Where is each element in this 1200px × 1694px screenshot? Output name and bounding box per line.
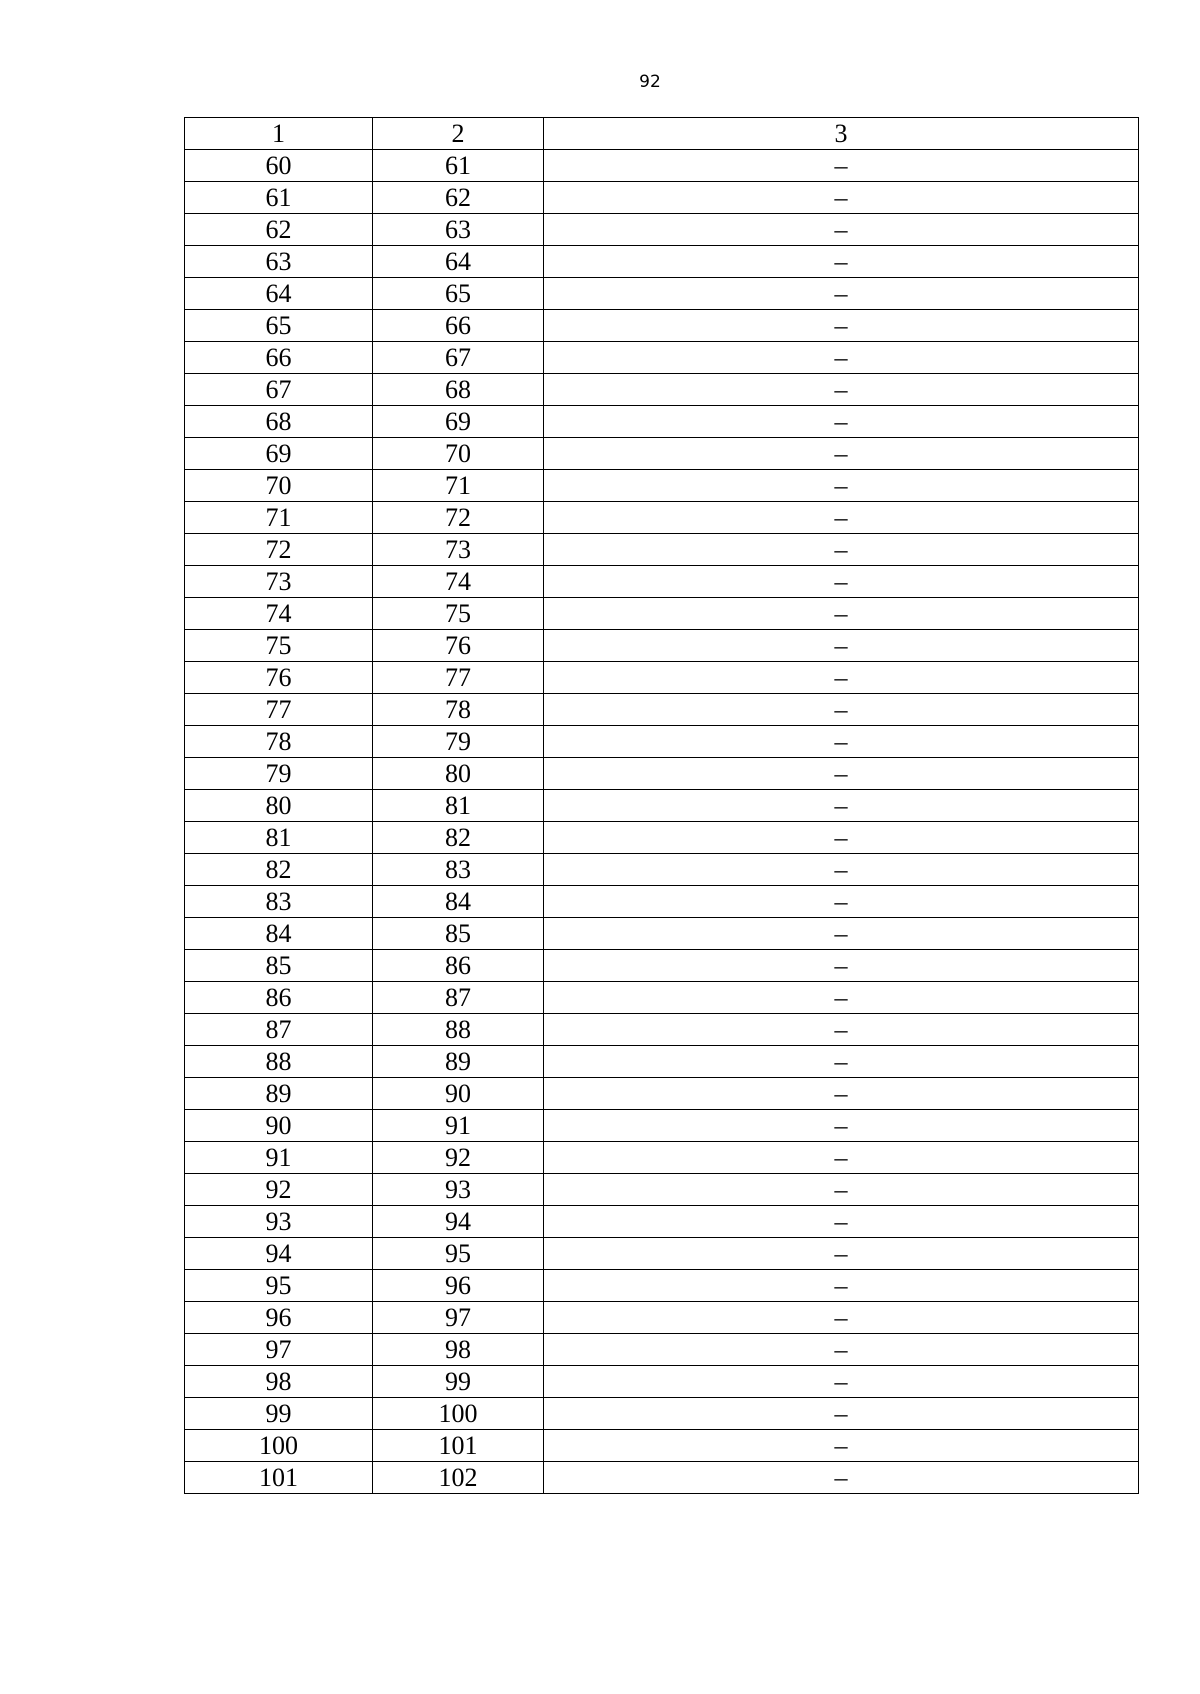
data-table <box>184 117 1139 1494</box>
header-cell-col1: 1 <box>185 118 373 150</box>
table-cell-col1: 61 <box>185 182 373 214</box>
table-cell-col2: 78 <box>373 694 544 726</box>
table-row <box>185 1110 1139 1142</box>
table-cell-col1: 65 <box>185 310 373 342</box>
table-cell-col1: 78 <box>185 726 373 758</box>
table-cell-col2: 99 <box>373 1366 544 1398</box>
table-cell-col2: 100 <box>373 1398 544 1430</box>
table-cell-col3: – <box>544 1270 1139 1302</box>
table-row <box>185 470 1139 502</box>
table-body <box>185 118 1139 1494</box>
table-cell-col2: 62 <box>373 182 544 214</box>
table-cell-col2: 74 <box>373 566 544 598</box>
table-cell-col1: 86 <box>185 982 373 1014</box>
table-cell-col3: – <box>544 214 1139 246</box>
table-cell-col2: 67 <box>373 342 544 374</box>
table-cell-col1: 62 <box>185 214 373 246</box>
table-cell-col1: 91 <box>185 1142 373 1174</box>
table-cell-col1: 71 <box>185 502 373 534</box>
table-cell-col1: 81 <box>185 822 373 854</box>
table-cell-col1: 89 <box>185 1078 373 1110</box>
table-cell-col2: 61 <box>373 150 544 182</box>
table-row <box>185 150 1139 182</box>
table-cell-col2: 91 <box>373 1110 544 1142</box>
table-cell-col3: – <box>544 566 1139 598</box>
table-row <box>185 1366 1139 1398</box>
table-cell-col3: – <box>544 886 1139 918</box>
table-cell-col3: – <box>544 758 1139 790</box>
table-cell-col1: 70 <box>185 470 373 502</box>
table-cell-col1: 75 <box>185 630 373 662</box>
table-cell-col1: 94 <box>185 1238 373 1270</box>
table-row <box>185 342 1139 374</box>
table-cell-col1: 73 <box>185 566 373 598</box>
table-cell-col2: 68 <box>373 374 544 406</box>
table-cell-col3: – <box>544 470 1139 502</box>
table-cell-col2: 87 <box>373 982 544 1014</box>
table-row <box>185 246 1139 278</box>
table-cell-col3: – <box>544 1174 1139 1206</box>
table-cell-col2: 65 <box>373 278 544 310</box>
table-cell-col3: – <box>544 950 1139 982</box>
table-cell-col2: 80 <box>373 758 544 790</box>
table-cell-col3: – <box>544 1046 1139 1078</box>
table-row <box>185 1046 1139 1078</box>
table-row <box>185 1206 1139 1238</box>
table-cell-col2: 94 <box>373 1206 544 1238</box>
table-cell-col1: 87 <box>185 1014 373 1046</box>
table-row <box>185 502 1139 534</box>
table-cell-col1: 93 <box>185 1206 373 1238</box>
table-cell-col1: 66 <box>185 342 373 374</box>
table-cell-col2: 73 <box>373 534 544 566</box>
page-number: 92 <box>639 72 661 92</box>
table-cell-col1: 98 <box>185 1366 373 1398</box>
table-cell-col3: – <box>544 182 1139 214</box>
table-cell-col3: – <box>544 1206 1139 1238</box>
table-row <box>185 982 1139 1014</box>
table-cell-col3: – <box>544 374 1139 406</box>
header-cell-col2: 2 <box>373 118 544 150</box>
table-row <box>185 662 1139 694</box>
table-cell-col1: 83 <box>185 886 373 918</box>
table-cell-col1: 82 <box>185 854 373 886</box>
table-cell-col2: 86 <box>373 950 544 982</box>
table-cell-col1: 67 <box>185 374 373 406</box>
table-row <box>185 278 1139 310</box>
table-cell-col3: – <box>544 854 1139 886</box>
table-cell-col1: 92 <box>185 1174 373 1206</box>
table-cell-col1: 64 <box>185 278 373 310</box>
table-cell-col2: 72 <box>373 502 544 534</box>
table-row <box>185 1398 1139 1430</box>
table-cell-col1: 96 <box>185 1302 373 1334</box>
table-cell-col3: – <box>544 1366 1139 1398</box>
table-cell-col3: – <box>544 534 1139 566</box>
table-cell-col3: – <box>544 630 1139 662</box>
table-cell-col3: – <box>544 406 1139 438</box>
table-cell-col3: – <box>544 598 1139 630</box>
table-cell-col2: 93 <box>373 1174 544 1206</box>
table-cell-col3: – <box>544 1078 1139 1110</box>
table-cell-col2: 63 <box>373 214 544 246</box>
table-cell-col1: 60 <box>185 150 373 182</box>
table-row <box>185 438 1139 470</box>
table-cell-col3: – <box>544 982 1139 1014</box>
table-cell-col2: 81 <box>373 790 544 822</box>
table-cell-col2: 76 <box>373 630 544 662</box>
table-cell-col1: 85 <box>185 950 373 982</box>
table-cell-col1: 77 <box>185 694 373 726</box>
table-cell-col1: 74 <box>185 598 373 630</box>
table-cell-col2: 71 <box>373 470 544 502</box>
table-cell-col1: 72 <box>185 534 373 566</box>
table-row <box>185 630 1139 662</box>
table-row <box>185 1430 1139 1462</box>
table-cell-col1: 101 <box>185 1462 373 1494</box>
table-row <box>185 598 1139 630</box>
table-cell-col2: 84 <box>373 886 544 918</box>
table-cell-col2: 70 <box>373 438 544 470</box>
table-row <box>185 918 1139 950</box>
table-row <box>185 374 1139 406</box>
table-cell-col2: 85 <box>373 918 544 950</box>
table-cell-col2: 96 <box>373 1270 544 1302</box>
table-row <box>185 214 1139 246</box>
table-row <box>185 1334 1139 1366</box>
table-cell-col3: – <box>544 246 1139 278</box>
table-row <box>185 1302 1139 1334</box>
table-cell-col3: – <box>544 1014 1139 1046</box>
table-cell-col2: 69 <box>373 406 544 438</box>
table-row <box>185 790 1139 822</box>
table-cell-col2: 82 <box>373 822 544 854</box>
table-cell-col3: – <box>544 342 1139 374</box>
table-cell-col2: 66 <box>373 310 544 342</box>
table-cell-col2: 89 <box>373 1046 544 1078</box>
table-cell-col1: 79 <box>185 758 373 790</box>
table-cell-col3: – <box>544 918 1139 950</box>
table-cell-col1: 68 <box>185 406 373 438</box>
table-row <box>185 1238 1139 1270</box>
table-cell-col1: 97 <box>185 1334 373 1366</box>
table-row <box>185 886 1139 918</box>
table-row <box>185 822 1139 854</box>
table-row <box>185 1142 1139 1174</box>
table-row <box>185 1078 1139 1110</box>
table-cell-col3: – <box>544 1334 1139 1366</box>
table-cell-col2: 92 <box>373 1142 544 1174</box>
table-cell-col2: 88 <box>373 1014 544 1046</box>
table-cell-col3: – <box>544 790 1139 822</box>
table-cell-col1: 95 <box>185 1270 373 1302</box>
table-cell-col3: – <box>544 502 1139 534</box>
table-cell-col1: 88 <box>185 1046 373 1078</box>
table-cell-col2: 98 <box>373 1334 544 1366</box>
table-cell-col1: 90 <box>185 1110 373 1142</box>
table-cell-col1: 100 <box>185 1430 373 1462</box>
table-cell-col2: 77 <box>373 662 544 694</box>
table-cell-col3: – <box>544 1398 1139 1430</box>
table-cell-col1: 76 <box>185 662 373 694</box>
table-cell-col2: 64 <box>373 246 544 278</box>
table-cell-col3: – <box>544 1302 1139 1334</box>
table-cell-col3: – <box>544 822 1139 854</box>
table-row <box>185 854 1139 886</box>
table-cell-col3: – <box>544 1142 1139 1174</box>
table-cell-col2: 101 <box>373 1430 544 1462</box>
table-row <box>185 694 1139 726</box>
table-cell-col3: – <box>544 1462 1139 1494</box>
table-cell-col3: – <box>544 1430 1139 1462</box>
table-row <box>185 726 1139 758</box>
table-row <box>185 1014 1139 1046</box>
table-cell-col2: 95 <box>373 1238 544 1270</box>
table-row <box>185 950 1139 982</box>
table-cell-col1: 80 <box>185 790 373 822</box>
table-cell-col3: – <box>544 310 1139 342</box>
table-cell-col3: – <box>544 278 1139 310</box>
table-row <box>185 310 1139 342</box>
table-row <box>185 406 1139 438</box>
table-cell-col1: 63 <box>185 246 373 278</box>
table-cell-col3: – <box>544 438 1139 470</box>
table-cell-col1: 99 <box>185 1398 373 1430</box>
table-row <box>185 534 1139 566</box>
table-cell-col1: 84 <box>185 918 373 950</box>
header-cell-col3: 3 <box>544 118 1139 150</box>
table-row <box>185 1174 1139 1206</box>
table-row <box>185 566 1139 598</box>
table-row <box>185 1462 1139 1494</box>
table-row <box>185 1270 1139 1302</box>
table-row <box>185 758 1139 790</box>
table-cell-col3: – <box>544 150 1139 182</box>
table-cell-col2: 75 <box>373 598 544 630</box>
table-cell-col2: 83 <box>373 854 544 886</box>
table-row <box>185 182 1139 214</box>
table-header-row <box>185 118 1139 150</box>
table-cell-col2: 90 <box>373 1078 544 1110</box>
table-cell-col3: – <box>544 694 1139 726</box>
table-cell-col1: 69 <box>185 438 373 470</box>
table-cell-col3: – <box>544 1110 1139 1142</box>
table-cell-col2: 79 <box>373 726 544 758</box>
table-cell-col2: 97 <box>373 1302 544 1334</box>
table-cell-col2: 102 <box>373 1462 544 1494</box>
table-cell-col3: – <box>544 662 1139 694</box>
table-cell-col3: – <box>544 726 1139 758</box>
table-cell-col3: – <box>544 1238 1139 1270</box>
